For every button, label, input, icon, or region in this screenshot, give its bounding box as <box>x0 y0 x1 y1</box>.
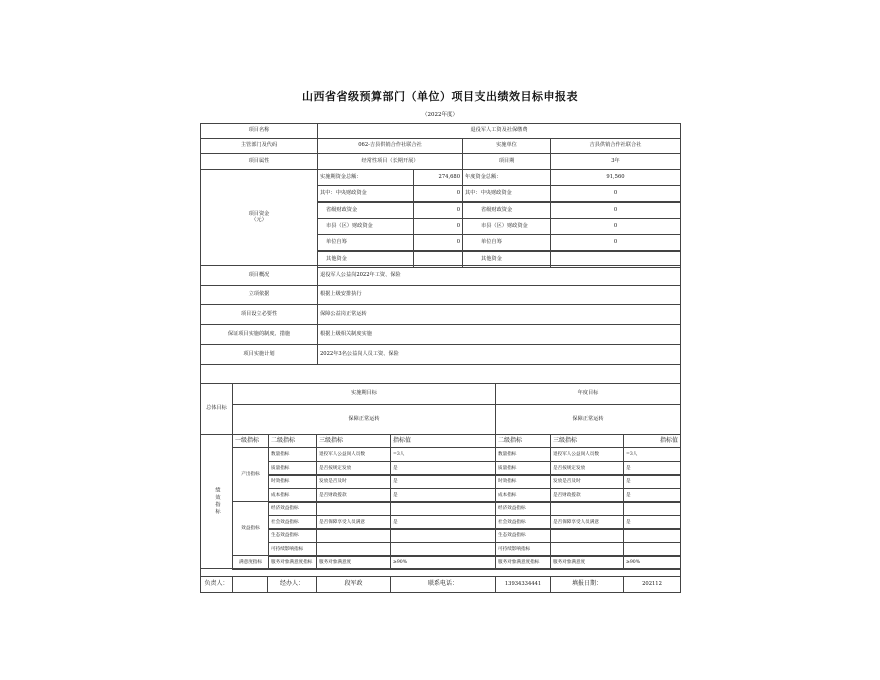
annual-level2: 生态效益指标 <box>495 528 551 543</box>
perf-level2: 社会效益指标 <box>268 515 317 530</box>
overview-label: 项目概况 <box>200 265 318 286</box>
annual-value <box>623 528 681 543</box>
annual-goal: 保障正常运转 <box>495 404 681 435</box>
necessity: 保障公益岗正常运转 <box>317 304 681 325</box>
perf-level3: 服务对象满意度 <box>316 555 391 570</box>
project-name-label: 项目名称 <box>200 123 318 139</box>
perf-value <box>390 528 496 543</box>
annual-goal-label: 年度目标 <box>495 383 681 405</box>
annual-level2: 质量指标 <box>495 461 551 476</box>
funds-left-label: 其他资金 <box>317 251 414 268</box>
funds-left-label: 市县（区）财政资金 <box>317 218 414 235</box>
annual-level3: 服务对象满意度 <box>550 555 624 570</box>
guarantee-label: 保证项目实施的制度、措施 <box>200 324 318 345</box>
attr-label: 项目属性 <box>200 153 318 170</box>
col-header-level2: 二级指标 <box>268 434 317 448</box>
perf-value <box>390 501 496 516</box>
dept: 062-吉县供销合作社联合社 <box>317 138 463 154</box>
period-label: 项目期 <box>462 153 551 170</box>
funds-right-label: 市县（区）财政资金 <box>462 218 551 235</box>
funds-right-label: 省级财政资金 <box>462 202 551 219</box>
funds-right-value: 0 <box>550 218 681 235</box>
funds-left-label: 省级财政资金 <box>317 202 414 219</box>
owner-label: 负责人： <box>200 576 233 593</box>
funds-right-value: 0 <box>550 185 681 202</box>
funds-left-value: 0 <box>413 234 463 251</box>
basis: 根据上级安排执行 <box>317 285 681 305</box>
overall-goal-label: 总体目标 <box>200 383 233 435</box>
level1-satisfaction: 满意度指标 <box>232 555 269 570</box>
funds-left-value: 274,680 <box>413 169 463 186</box>
perf-level2: 经济效益指标 <box>268 501 317 516</box>
funds-right-label: 年度资金总额： <box>462 169 551 186</box>
perf-level3: 发放是否及时 <box>316 474 391 489</box>
period: 3年 <box>550 153 681 170</box>
annual-value: 是 <box>623 474 681 489</box>
perf-value: =3人 <box>390 447 496 462</box>
dept-label: 主管部门及代码 <box>200 138 318 154</box>
annual-value: =3人 <box>623 447 681 462</box>
funds-right-value: 91,560 <box>550 169 681 186</box>
plan: 2022年3名公益岗人员工资、保险 <box>317 344 681 365</box>
annual-level3: 是否保障享受人员满意 <box>550 515 624 530</box>
funds-right-label: 其中：中央财政资金 <box>462 185 551 202</box>
level1-output: 产出指标 <box>232 447 269 502</box>
report-table <box>200 123 681 593</box>
attr: 经常性项目（长期开展） <box>317 153 463 170</box>
funds-right-label: 其他资金 <box>462 251 551 268</box>
basis-label: 立项依据 <box>200 285 318 305</box>
perf-level2: 数量指标 <box>268 447 317 462</box>
plan-label: 项目实施计划 <box>200 344 318 365</box>
annual-level3: 退役军人公益岗人员数 <box>550 447 624 462</box>
perf-value: ≥90% <box>390 555 496 570</box>
perf-value: 是 <box>390 461 496 476</box>
col-header-level3: 三级指标 <box>316 434 391 448</box>
col-header-value: 指标值 <box>390 434 496 448</box>
funds-label-cell <box>200 169 318 266</box>
annual-level2: 数量指标 <box>495 447 551 462</box>
annual-level3 <box>550 501 624 516</box>
perf-level3: 退役军人公益岗人员数 <box>316 447 391 462</box>
col-header-level2: 二级指标 <box>495 434 551 448</box>
perf-level2: 可持续影响指标 <box>268 542 317 557</box>
funds-left-label: 实施期资金总额： <box>317 169 414 186</box>
col-header-level1: 一级指标 <box>232 434 269 448</box>
impl-goal: 保障正常运转 <box>232 404 496 435</box>
annual-level2: 社会效益指标 <box>495 515 551 530</box>
page-title: 山西省省级预算部门（单位）项目支出绩效目标申报表 <box>302 90 578 103</box>
guarantee: 根据上级相关制度实施 <box>317 324 681 345</box>
perf-level2: 成本指标 <box>268 488 317 503</box>
perf-value: 是 <box>390 488 496 503</box>
project-name: 退役军人工资及社保缴费 <box>317 123 681 139</box>
perf-level2: 服务对象满意度指标 <box>268 555 317 570</box>
funds-right-label: 单位自筹 <box>462 234 551 251</box>
perf-level2: 质量指标 <box>268 461 317 476</box>
phone-label: 联系电话： <box>390 576 496 593</box>
annual-level2: 时效指标 <box>495 474 551 489</box>
blank-row <box>200 364 681 384</box>
annual-level3 <box>550 528 624 543</box>
funds-label: 项目资金 <box>248 210 270 217</box>
impl-unit: 吉县供销合作社联合社 <box>550 138 681 154</box>
perf-value: 是 <box>390 474 496 489</box>
funds-left-value: 0 <box>413 185 463 202</box>
col-header-value: 指标值 <box>623 434 681 448</box>
annual-level2: 服务对象满意度指标 <box>495 555 551 570</box>
funds-right-value: 0 <box>550 234 681 251</box>
owner <box>232 576 268 593</box>
annual-level2: 可持续影响指标 <box>495 542 551 557</box>
perf-level3: 是否财政拨款 <box>316 488 391 503</box>
impl-goal-label: 实施期目标 <box>232 383 496 405</box>
annual-level3: 是否按规定发放 <box>550 461 624 476</box>
impl-unit-label: 实施单位 <box>462 138 551 154</box>
necessity-label: 项目设立必要性 <box>200 304 318 325</box>
perf-level3 <box>316 528 391 543</box>
handler: 段军政 <box>316 576 391 593</box>
handler-label: 经办人： <box>267 576 317 593</box>
level1-benefit: 效益指标 <box>232 501 269 556</box>
annual-level3: 是否财政拨款 <box>550 488 624 503</box>
col-header-level3: 三级指标 <box>550 434 624 448</box>
funds-right-value: 0 <box>550 202 681 219</box>
funds-left-label: 单位自筹 <box>317 234 414 251</box>
phone: 13934334441 <box>495 576 551 593</box>
funds-left-value: 0 <box>413 202 463 219</box>
perf-level3 <box>316 501 391 516</box>
annual-value <box>623 501 681 516</box>
overview: 退役军人公益岗2022年工资、保险 <box>317 265 681 286</box>
annual-value: 是 <box>623 515 681 530</box>
perf-level3: 是否保障享受人员满意 <box>316 515 391 530</box>
funds-left-value: 0 <box>413 218 463 235</box>
annual-level2: 成本指标 <box>495 488 551 503</box>
perf-level3: 是否按规定发放 <box>316 461 391 476</box>
perf-label: 绩效指标 <box>200 434 233 569</box>
annual-value: 是 <box>623 488 681 503</box>
report-year: （2022年度） <box>422 112 458 118</box>
funds-unit: （元） <box>251 216 267 223</box>
funds-left-label: 其中：中央财政资金 <box>317 185 414 202</box>
annual-level3: 发放是否及时 <box>550 474 624 489</box>
annual-value: 是 <box>623 461 681 476</box>
annual-value: ≥90% <box>623 555 681 570</box>
date: 202112 <box>623 576 681 593</box>
perf-level2: 时效指标 <box>268 474 317 489</box>
perf-level2: 生态效益指标 <box>268 528 317 543</box>
date-label: 填报日期： <box>550 576 624 593</box>
annual-level2: 经济效益指标 <box>495 501 551 516</box>
perf-value: 是 <box>390 515 496 530</box>
